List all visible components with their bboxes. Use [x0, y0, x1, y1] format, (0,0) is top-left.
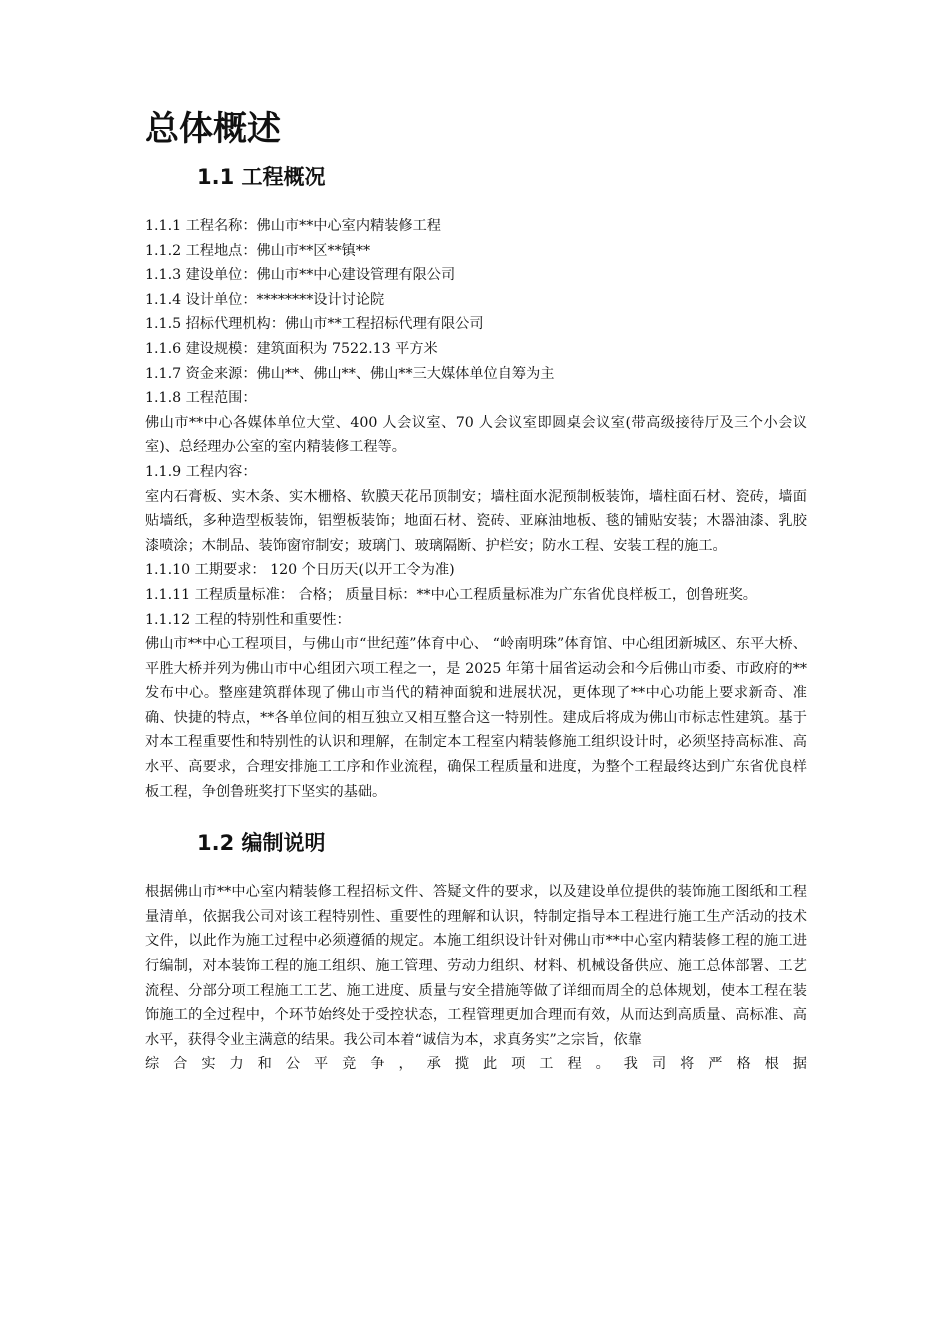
section-heading-1-2: 1.2 编制说明 — [197, 831, 326, 856]
special-paragraph: 佛山市**中心工程项目，与佛山市“世纪莲”体育中心、 “岭南明珠”体育馆、中心组团新城区、东平大桥、平胜大桥并列为佛山市中心组团六项工程之一，是 2025 年第十届省运动会和今后佛山市委、市政府的**发布中心。整座建筑群体现了佛山市当代的精神面貌和进展状况，更体现了**中心功能上要求新奇、准确、快捷的特点，**各单位间的相互独立又相互整合这一特别性。建成后将成为佛山市标志性建筑。基于对本工程重要性和特别性的认识和理解，在制定本工程室内精装修施工组织设计时，必须坚持高标准、高水平、高要求，合理安排施工工序和作业流程，确保工程质量和进度，为整个工程最终达到广东省优良样板工程，争创鲁班奖打下坚实的基础。 — [145, 636, 807, 800]
item-project-name: 1.1.1 工程名称：佛山市**中心室内精装修工程 — [145, 218, 441, 234]
item-designer: 1.1.4 设计单位：********设计讨论院 — [145, 291, 385, 308]
scope-paragraph: 佛山市**中心各媒体单位大堂、400 人会议室、70 人会议室即圆桌会议室(带高级接待厅及三个小会议室)、总经理办公室的室内精装修工程等。 — [145, 414, 807, 456]
compilation-paragraph: 根据佛山市**中心室内精装修工程招标文件、答疑文件的要求，以及建设单位提供的装饰施工图纸和工程量清单，依据我公司对该工程特别性、重要性的理解和认识，特制定指导本工程进行施工生产活动的技术文件，以此作为施工过程中必须遵循的规定。本施工组织设计针对佛山市**中心室内精装修工程的施工进行编制，对本装饰工程的施工组织、施工管理、劳动力组织、材料、机械设备供应、施工总体部署、工艺流程、分部分项工程施工工艺、施工进度、质量与安全措施等做了详细而周全的总体规划，使本工程在装饰施工的全过程中，个环节始终处于受控状态，工程管理更加合理而有效，从而达到高质量、高标准、高水平，获得令业主满意的结果。我公司本着“诚信为本，求真务实”之宗旨，依靠 — [145, 884, 807, 1048]
item-period: 1.1.10 工期要求： 120 个日历天(以开工令为准) — [145, 562, 455, 579]
item-content-label: 1.1.9 工程内容： — [145, 463, 257, 480]
item-special-label: 1.1.12 工程的特别性和重要性： — [145, 611, 351, 628]
section-heading-1-1: 1.1 工程概况 — [197, 165, 326, 189]
item-project-location: 1.1.2 工程地点：佛山市**区**镇** — [145, 242, 371, 259]
document-page — [145, 100, 807, 1077]
document-title: 总体概述 — [145, 109, 281, 149]
item-scope-label: 1.1.8 工程范围： — [145, 390, 257, 407]
item-owner: 1.1.3 建设单位：佛山市**中心建设管理有限公司 — [145, 267, 456, 284]
item-funding: 1.1.7 资金来源：佛山**、佛山**、佛山**三大媒体单位自筹为主 — [145, 365, 555, 382]
content-paragraph: 室内石膏板、实木条、实木栅格、软膜天花吊顶制安；墙柱面水泥预制板装饰，墙柱面石材、瓷砖，墙面贴墙纸，多种造型板装饰，铝塑板装饰；地面石材、瓷砖、亚麻油地板、毯的铺贴安装；木器油漆、乳胶漆喷涂；木制品、装饰窗帘制安；玻璃门、玻璃隔断、护栏安；防水工程、安装工程的施工。 — [145, 488, 807, 554]
item-tender-agent: 1.1.5 招标代理机构：佛山市**工程招标代理有限公司 — [145, 316, 484, 333]
compilation-last-line: 综合实力和公平竞争，承揽此项工程。我司将严格根据 — [145, 1056, 807, 1073]
quality-paragraph: 1.1.11 工程质量标准： 合格； 质量目标：**中心工程质量标准为广东省优良样板工，创鲁班奖。 — [145, 586, 757, 603]
item-scale: 1.1.6 建设规模：建筑面积为 7522.13 平方米 — [145, 340, 438, 357]
